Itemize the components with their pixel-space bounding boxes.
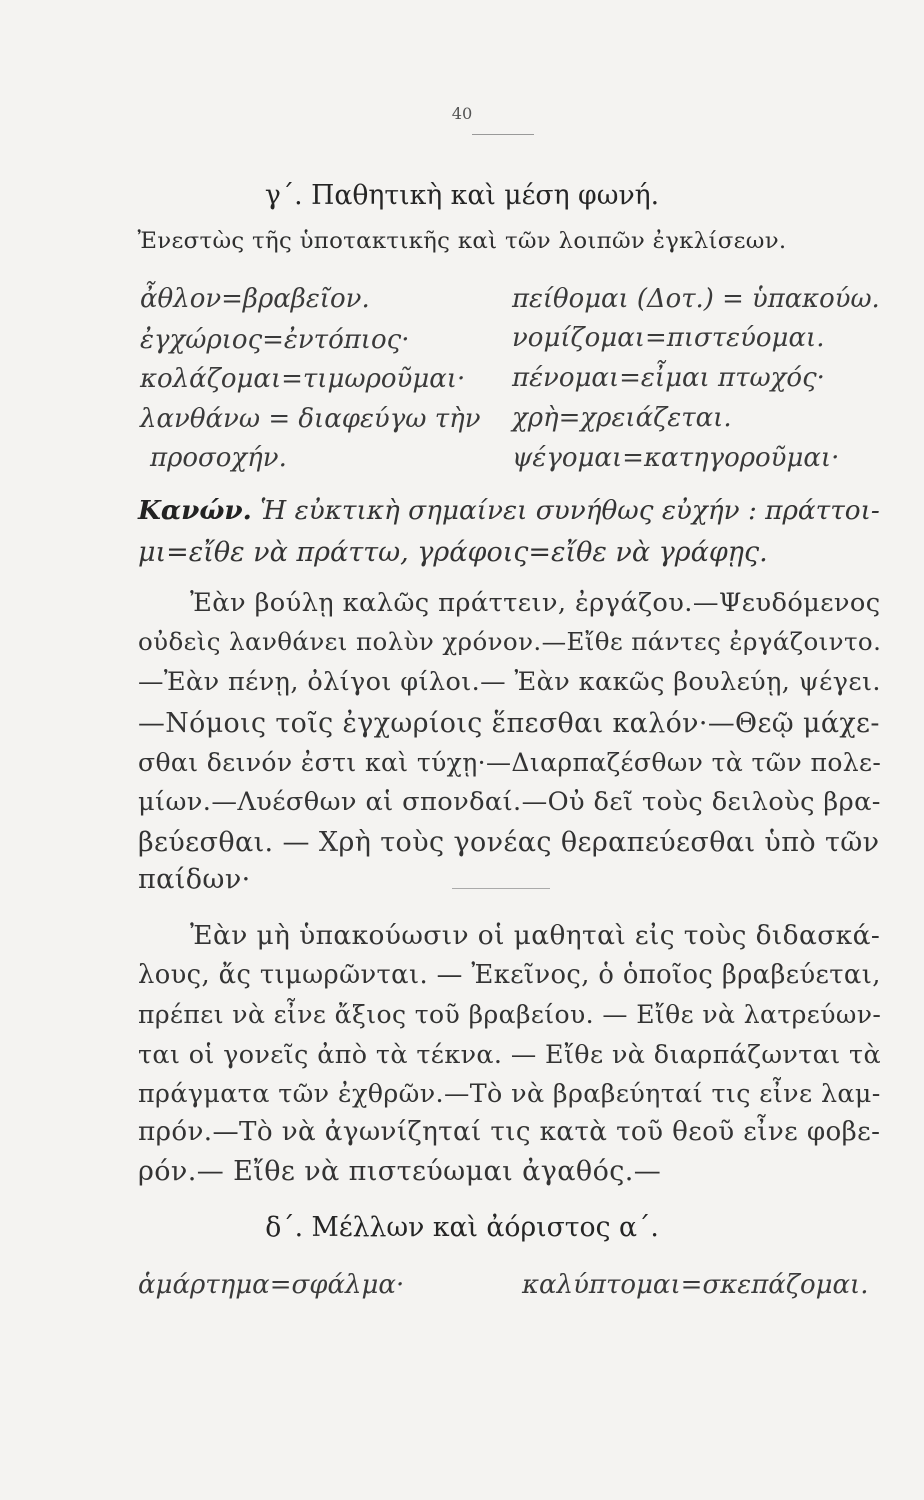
vocab-right-item: πείθομαι (Δοτ.) = ὑπακούω. (512, 284, 880, 314)
exercise-line: ται οἱ γονεῖς ἀπὸ τὰ τέκνα. — Εἴθε νὰ διαρπάζωνται τὰ (138, 1039, 881, 1069)
vocab-left-item: ἆθλον=βραβεῖον. (140, 284, 370, 314)
rule-line (138, 495, 880, 526)
vocab-right-item: πένομαι=εἶμαι πτωχός· (512, 363, 825, 393)
exercise-line: Ἐὰν μὴ ὑπακούωσιν οἱ μαθηταὶ εἰς τοὺς διδασκά- (190, 920, 881, 951)
rule-label: Κανών. (138, 495, 252, 526)
page-number-rule (472, 134, 534, 135)
section-separator (452, 888, 550, 889)
exercise-line: παίδων· (138, 864, 251, 895)
section-g-subtitle: Ἐνεστὼς τῆς ὑποτακτικῆς καὶ τῶν λοιπῶν ἐγκλίσεων. (137, 228, 787, 254)
vocab-right-item: καλύπτομαι=σκεπάζομαι. (522, 1270, 869, 1300)
rule-line: μι=εἴθε νὰ πράττω, γράφοις=εἴθε νὰ γράφῃς. (138, 537, 768, 568)
exercise-line: πράγματα τῶν ἐχθρῶν.—Τὸ νὰ βραβεύηταί τις εἶνε λαμ- (138, 1078, 881, 1108)
page-number: 40 (451, 104, 473, 123)
exercise-line: ρόν.— Εἴθε νὰ πιστεύωμαι ἀγαθός.— (138, 1156, 662, 1187)
exercise-line: οὐδεὶς λανθάνει πολὺν χρόνον.—Εἴθε πάντες ἐργάζοιντο. (138, 627, 882, 656)
exercise-line: βεύεσθαι. — Χρὴ τοὺς γονέας θεραπεύεσθαι ὑπὸ τῶν (138, 827, 880, 858)
exercise-line: πρόν.—Τὸ νὰ ἀγωνίζηταί τις κατὰ τοῦ θεοῦ εἶνε φοβε- (138, 1117, 881, 1147)
vocab-right-item: χρὴ=χρειάζεται. (512, 403, 732, 433)
vocab-left-item: κολάζομαι=τιμωροῦμαι· (140, 364, 466, 394)
vocab-left-item: ἐγχώριος=ἐντόπιος· (140, 325, 410, 355)
exercise-line: —Νόμοις τοῖς ἐγχωρίοις ἕπεσθαι καλόν·—Θεῷ μάχε- (138, 708, 880, 739)
exercise-line: Ἐὰν βούλῃ καλῶς πράττειν, ἐργάζου.—Ψευδόμενος (190, 588, 881, 618)
vocab-right-item: νομίζομαι=πιστεύομαι. (512, 323, 825, 353)
vocab-left-item: προσοχήν. (150, 443, 287, 473)
rule-text: Ἡ εὐκτικὴ σημαίνει συνήθως εὐχήν : πράττοι- (251, 496, 880, 526)
section-d-title: δ΄. Μέλλων καὶ ἀόριστος α΄. (265, 1212, 659, 1243)
exercise-line: λους, ἄς τιμωρῶνται. — Ἐκεῖνος, ὁ ὁποῖος βραβεύεται, (138, 960, 881, 990)
vocab-left-item: ἁμάρτημα=σφάλμα· (138, 1270, 405, 1300)
section-g-title: γ΄. Παθητικὴ καὶ μέση φωνή. (264, 180, 660, 211)
exercise-line: πρέπει νὰ εἶνε ἄξιος τοῦ βραβείου. — Εἴθε νὰ λατρεύων- (138, 1000, 882, 1029)
exercise-line: σθαι δεινόν ἐστι καὶ τύχῃ·—Διαρπαζέσθων τὰ τῶν πολε- (138, 748, 882, 777)
exercise-line: —Ἐὰν πένῃ, ὀλίγοι φίλοι.— Ἐὰν κακῶς βουλεύῃ, ψέγει. (138, 667, 881, 697)
vocab-right-item: ψέγομαι=κατηγοροῦμαι· (512, 443, 840, 473)
exercise-line: μίων.—Λυέσθων αἱ σπονδαί.—Οὐ δεῖ τοὺς δειλοὺς βρα- (138, 787, 881, 817)
vocab-left-item: λανθάνω = διαφεύγω τὴν (140, 404, 481, 434)
